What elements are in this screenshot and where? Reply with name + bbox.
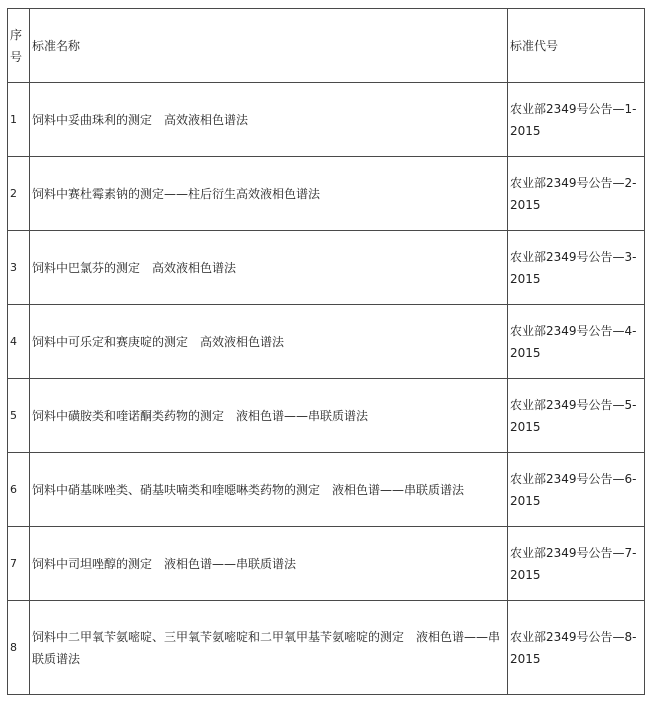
row-name: 饲料中硝基咪唑类、硝基呋喃类和喹噁啉类药物的测定 液相色谱——串联质谱法 (30, 453, 508, 527)
table-row (8, 601, 645, 695)
header-name: 标准名称 (30, 9, 508, 83)
row-code: 农业部2349号公告—8-2015 (508, 601, 645, 695)
row-no: 6 (8, 453, 30, 527)
row-code: 农业部2349号公告—4-2015 (508, 305, 645, 379)
header-no: 序号 (8, 9, 30, 83)
table-row (8, 231, 645, 305)
row-name: 饲料中二甲氧苄氨嘧啶、三甲氧苄氨嘧啶和二甲氧甲基苄氨嘧啶的测定 液相色谱——串联质谱法 (30, 601, 508, 695)
row-no: 2 (8, 157, 30, 231)
row-code: 农业部2349号公告—5-2015 (508, 379, 645, 453)
row-name: 饲料中磺胺类和喹诺酮类药物的测定 液相色谱——串联质谱法 (30, 379, 508, 453)
row-code: 农业部2349号公告—7-2015 (508, 527, 645, 601)
row-name: 饲料中可乐定和赛庚啶的测定 高效液相色谱法 (30, 305, 508, 379)
standards-table (7, 8, 645, 695)
table-row (8, 527, 645, 601)
row-no: 7 (8, 527, 30, 601)
row-no: 1 (8, 83, 30, 157)
row-no: 8 (8, 601, 30, 695)
table-header-row (8, 9, 645, 83)
header-code: 标准代号 (508, 9, 645, 83)
row-code: 农业部2349号公告—3-2015 (508, 231, 645, 305)
row-name: 饲料中巴氯芬的测定 高效液相色谱法 (30, 231, 508, 305)
row-no: 4 (8, 305, 30, 379)
row-name: 饲料中妥曲珠利的测定 高效液相色谱法 (30, 83, 508, 157)
row-code: 农业部2349号公告—1-2015 (508, 83, 645, 157)
table-row (8, 83, 645, 157)
row-no: 5 (8, 379, 30, 453)
table-row (8, 305, 645, 379)
row-code: 农业部2349号公告—6-2015 (508, 453, 645, 527)
row-name: 饲料中司坦唑醇的测定 液相色谱——串联质谱法 (30, 527, 508, 601)
row-name: 饲料中赛杜霉素钠的测定——柱后衍生高效液相色谱法 (30, 157, 508, 231)
table-row (8, 157, 645, 231)
row-code: 农业部2349号公告—2-2015 (508, 157, 645, 231)
row-no: 3 (8, 231, 30, 305)
table-row (8, 453, 645, 527)
table-row (8, 379, 645, 453)
